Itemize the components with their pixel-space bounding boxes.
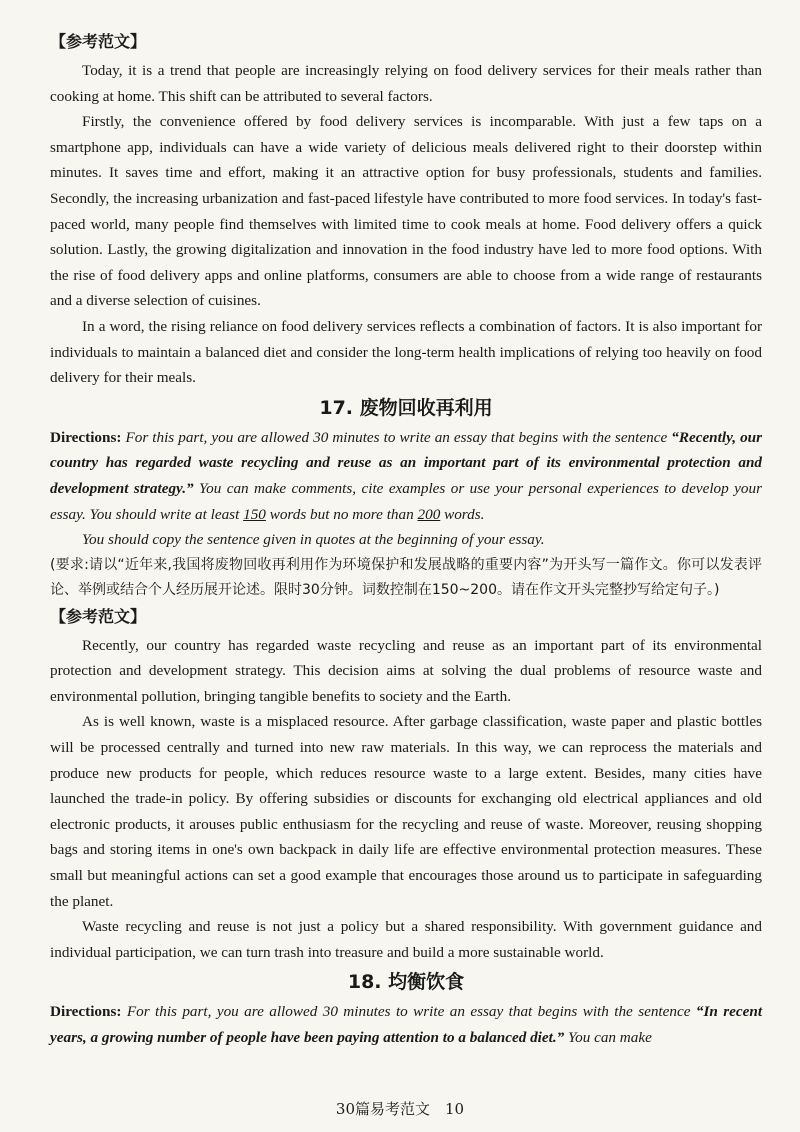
directions-label: Directions: (50, 428, 122, 446)
page-content (50, 30, 762, 1051)
directions-quote: “In recent years, a growing number of people have been paying attention to a balanced diet.” (50, 1003, 763, 1046)
page-footer: 30篇易考范文 10 (335, 1100, 465, 1118)
min-words: 150 (243, 505, 266, 523)
topic-17-title: 17. 废物回收再利用 (319, 396, 493, 419)
paragraph: In a word, the rising reliance on food delivery services reflects a combination of factors. It is also important for individuals to maintain a balanced diet and consider the long-term health implications of relying too heavily on food delivery for their meals. (50, 317, 762, 387)
topic-18-title: 18. 均衡饮食 (347, 971, 465, 994)
directions-quote: “Recently, our country has regarded waste recycling and reuse as an important part of its environmental protection and development strategy.” (50, 428, 763, 497)
chinese-requirement: (要求:请以“近年来,我国将废物回收再利用作为环境保护和发展战略的重要内容”为开头写一篇作文。你可以发表评论、举例或结合个人经历展开论述。限时30分钟。词数控制在150~200。请在作文开头完整抄写给定句子。) (50, 556, 762, 598)
directions-label: Directions: (50, 1003, 122, 1021)
topic-17-directions: Directions: For this part, you are allowed 30 minutes to write an essay that begins with the sentence “Recently, our country has regarded waste recycling and reuse as an important part of its environmental protection and development strategy.” You can make comments, cite examples or use your personal experiences to develop your essay. You should write at least 150 words but no more than 200 words. (50, 428, 763, 523)
max-words: 200 (417, 505, 441, 523)
copy-note: You should copy the sentence given in quotes at the beginning of your essay. (82, 531, 545, 549)
topic-18-directions: Directions: For this part, you are allowed 30 minutes to write an essay that begins with the sentence “In recent years, a growing number of people have been paying attention to a balanced diet.” You can make (50, 1003, 763, 1046)
sample-essay-header: 【参考范文】 (50, 606, 147, 626)
paragraph: Waste recycling and reuse is not just a policy but a shared responsibility. With government guidance and individual participation, we can turn trash into treasure and build a more sustainable world. (50, 918, 762, 961)
paragraph: Firstly, the convenience offered by food delivery services is incomparable. With just a few taps on a smartphone app, individuals can have a wide variety of delicious meals delivered right to their doorstep within minutes. It saves time and effort, making it an attractive option for busy professionals, students and families. Secondly, the increasing urbanization and fast-paced lifestyle have contributed to more food services. In today's fast-paced world, many people find themselves with limited time to cook meals at home. Food delivery offers a quick solution. Lastly, the growing digitalization and innovation in the food industry have led to more food options. With the rise of food delivery apps and online platforms, consumers are able to choose from a wide range of restaurants and a diverse selection of cuisines. (50, 113, 762, 310)
paragraph: Recently, our country has regarded waste recycling and reuse as an important part of its environmental protection and development strategy. This decision aims at solving the dual problems of resource waste and environmental pollution, bringing tangible benefits to society and the Earth. (50, 636, 762, 705)
paragraph: Today, it is a trend that people are increasingly relying on food delivery services for their meals rather than cooking at home. This shift can be attributed to several factors. (50, 62, 762, 105)
sample-essay-header: 【参考范文】 (50, 32, 147, 51)
paragraph: As is well known, waste is a misplaced resource. After garbage classification, waste paper and plastic bottles will be processed centrally and turned into new raw materials. In this way, we can reprocess the materials and produce new products for people, which reduces resource waste to a large extent. Besides, many cities have launched the trade-in policy. By offering subsidies or discounts for exchanging old electrical appliances and old electronic products, it arouses public enthusiasm for the recycling and reuse of waste. Moreover, reusing shopping bags and storing items in one's own backpack in daily life are effective environmental protection measures. These small but meaningful actions can set a good example that encourages those around us to participate in safeguarding the planet. (50, 713, 762, 910)
